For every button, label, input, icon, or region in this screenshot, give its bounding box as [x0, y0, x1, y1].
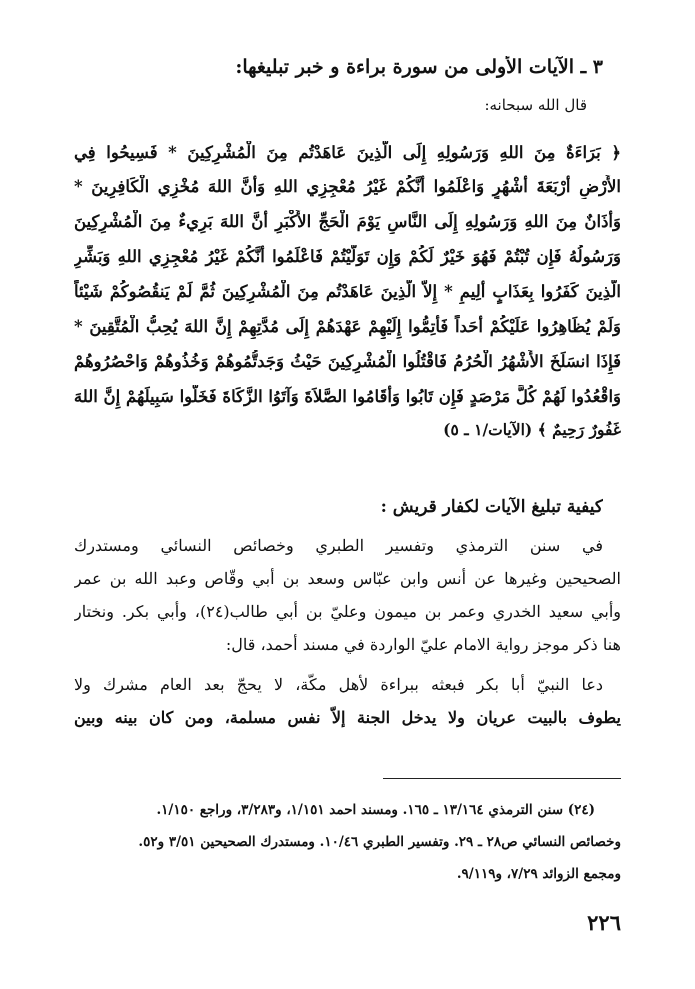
body-line: هنا ذكر موجز رواية الامام عليّ الواردة في مسند أحمد، قال:	[225, 635, 621, 654]
verse-line: وَأَذَانٌ مِنَ اللهِ وَرَسُولِهِ إِلَى النَّاسِ يَوْمَ الْحَجِّ الأَكْبَرِ أَنَّ اللهَ بَرِيءٌ مِنَ الْمُشْرِكِينَ	[74, 212, 621, 231]
subsection-heading: كيفية تبليغ الآيات لكفار قريش :	[380, 497, 603, 517]
body-line: الصحيحين وغيرها عن أنس وابن عبّاس وسعد بن أبي وقّاص وعبد الله بن عمر	[74, 569, 621, 588]
verse-line: وَرَسُولُهُ فَإِن تُبْتُمْ فَهُوَ خَيْرٌ لَكُمْ وَإِن تَوَلَّيْتُمْ فَاعْلَمُوا أَنَّكُمْ غَيْرُ مُعْجِزِي اللهِ وَبَشِّرِ	[74, 247, 621, 266]
verse-intro: قال الله سبحانه:	[484, 96, 587, 114]
verse-line-with-reference: غَفُورٌ رَحِيمٌ ﴾ (الآيات/١ ـ ٥)	[443, 420, 621, 439]
verse-line: الَّذِينَ كَفَرُوا بِعَذَابٍ أَلِيمٍ * إِلاَّ الَّذِينَ عَاهَدْتُم مِنَ الْمُشْرِكِينَ ثُمَّ لَمْ يَنقُصُوكُمْ شَيْئاً	[74, 282, 621, 301]
page-number: ٢٢٦	[587, 910, 621, 935]
footnote-line: (٢٤) سنن الترمذي ١٣/١٦٤ ـ ١٦٥. ومسند احمد ١/١٥١، و٣/٢٨٣، وراجع ١/١٥٠.	[156, 802, 595, 818]
footnote-line: ومجمع الزوائد ٧/٢٩، و٩/١١٩.	[456, 866, 621, 882]
footnote-divider	[383, 778, 621, 779]
verse-line: وَاقْعُدُوا لَهُمْ كُلَّ مَرْصَدٍ فَإِن تَابُوا وَأَقَامُوا الصَّلاَةَ وَآتَوُا الزَّكَاةَ فَخَلُّوا سَبِيلَهُمْ إِنَّ اللهَ	[74, 387, 621, 406]
verse-line: ﴿ بَرَاءَةٌ مِنَ اللهِ وَرَسُولِهِ إِلَى الَّذِينَ عَاهَدْتُم مِنَ الْمُشْرِكِينَ * فَسِيحُوا فِي	[74, 143, 621, 162]
body-line: يطوف بالبيت عريان ولا يدخل الجنة إلاّ نفس مسلمة، ومن كان بينه وبين	[74, 708, 621, 727]
body-line: في سنن الترمذي وتفسير الطبري وخصائص النسائي ومستدرك	[74, 536, 603, 555]
verse-line: فَإِذَا انسَلَخَ الأَشْهُرُ الْحُرُمُ فَاقْتُلُوا الْمُشْرِكِينَ حَيْثُ وَجَدتُّمُوهُمْ وَخُذُوهُمْ وَاحْصُرُوهُمْ	[74, 352, 621, 371]
verse-line: الأَرْضِ أَرْبَعَةَ أَشْهُرٍ وَاعْلَمُوا أَنَّكُمْ غَيْرُ مُعْجِزِي اللهِ وَأَنَّ اللهَ مُخْزِي الْكَافِرِينَ *	[74, 177, 621, 196]
section-heading: ٣ ـ الآيات الأولى من سورة براءة و خبر تبليغها:	[235, 56, 603, 78]
body-line: وأبي سعيد الخدري وعمر بن ميمون وعليّ بن أبي طالب(٢٤)، وأبي بكر. ونختار	[74, 602, 621, 621]
verse-line: وَلَمْ يُظَاهِرُوا عَلَيْكُمْ أَحَداً فَأَتِمُّوا إِلَيْهِمْ عَهْدَهُمْ إِلَى مُدَّتِهِمْ إِنَّ اللهَ يُحِبُّ الْمُتَّقِينَ *	[74, 317, 621, 336]
body-line: دعا النبيّ أبا بكر فبعثه ببراءة لأهل مكّة، لا يحجّ بعد العام مشرك ولا	[74, 675, 603, 694]
footnote-line: وخصائص النسائي ص٢٨ ـ ٢٩. وتفسير الطبري ١٠/٤٦. ومستدرك الصحيحين ٣/٥١ و٥٢.	[138, 834, 621, 850]
